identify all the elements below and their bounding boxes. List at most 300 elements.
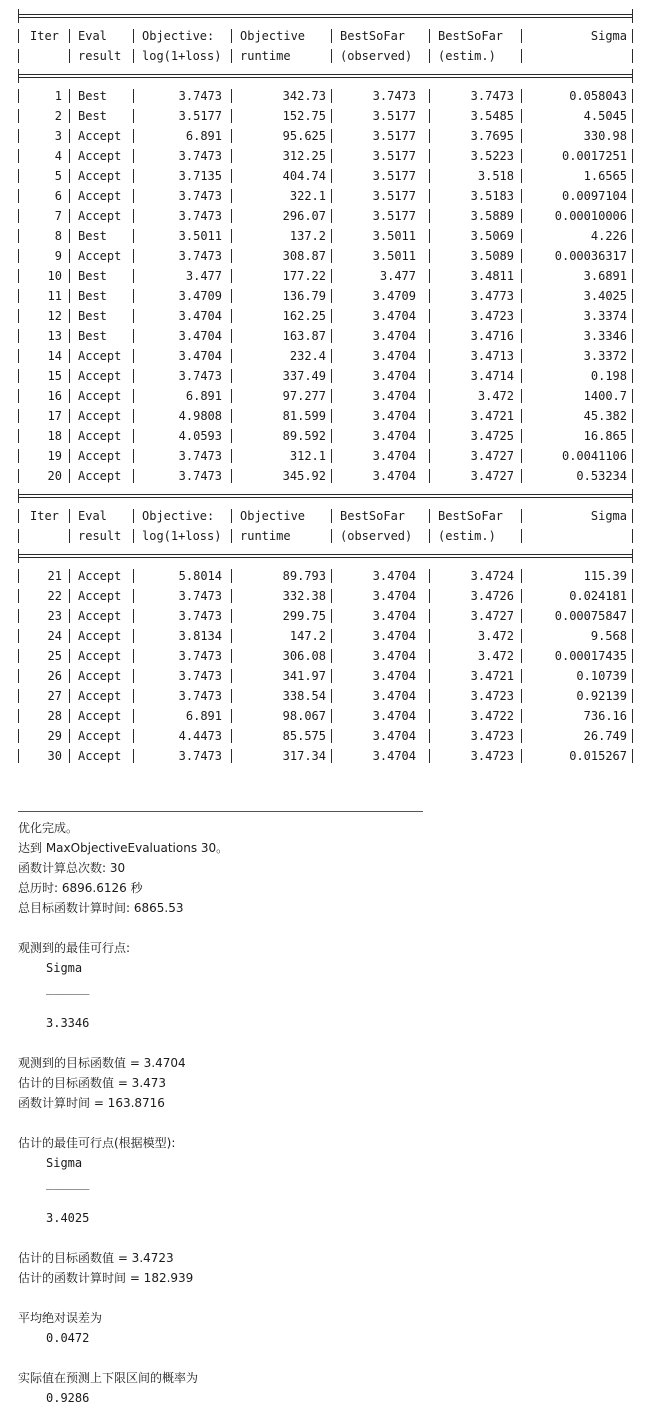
column-separator	[331, 349, 332, 363]
cell-iter: 17	[47, 409, 62, 423]
column-separator	[18, 749, 19, 763]
cell-eval: Best	[78, 309, 107, 323]
cell-eval: Best	[78, 89, 107, 103]
cell-eval: Accept	[78, 349, 122, 363]
cell-best-obs: 3.477	[379, 269, 416, 283]
best-estimated-dash: ______	[46, 1176, 90, 1190]
estimated-objective: 估计的目标函数值 = 3.473	[18, 1076, 167, 1090]
table-header-row	[18, 506, 633, 526]
column-separator	[429, 589, 430, 603]
cell-eval: Accept	[78, 249, 122, 263]
cell-eval: Best	[78, 229, 107, 243]
cell-obj: 3.7473	[178, 209, 222, 223]
cell-obj: 3.7135	[178, 169, 222, 183]
cell-best-obs: 3.4704	[372, 469, 416, 483]
cell-obj: 4.9808	[178, 409, 222, 423]
column-separator	[231, 689, 232, 703]
column-separator	[331, 229, 332, 243]
cell-sigma: 0.00036317	[554, 249, 627, 263]
best-estimated-var: Sigma	[46, 1156, 83, 1170]
cell-best-obs: 3.5177	[372, 209, 416, 223]
column-separator	[331, 189, 332, 203]
cell-iter: 10	[47, 269, 62, 283]
cell-eval: Accept	[78, 669, 122, 683]
table-row	[18, 186, 633, 206]
column-separator	[331, 149, 332, 163]
cell-sigma: 330.98	[583, 129, 627, 143]
column-separator	[18, 349, 19, 363]
cell-eval: Accept	[78, 649, 122, 663]
column-separator	[429, 469, 430, 483]
cell-obj: 3.5177	[178, 109, 222, 123]
cell-sigma: 26.749	[583, 729, 627, 743]
cell-eval: Accept	[78, 589, 122, 603]
column-separator	[331, 629, 332, 643]
column-separator	[69, 469, 70, 483]
cell-best-est: 3.518	[477, 169, 514, 183]
column-separator	[632, 689, 633, 703]
column-header-eval: Eval	[78, 29, 107, 43]
cell-best-obs: 3.4709	[372, 289, 416, 303]
cell-best-est: 3.7473	[470, 89, 514, 103]
best-observed-value: 3.3346	[46, 1016, 90, 1030]
column-separator	[18, 589, 19, 603]
column-separator	[429, 209, 430, 223]
cell-sigma: 0.10739	[576, 669, 627, 683]
column-separator	[521, 189, 522, 203]
cell-obj: 3.7473	[178, 649, 222, 663]
column-separator	[18, 269, 19, 283]
cell-sigma: 4.5045	[583, 109, 627, 123]
column-separator	[18, 629, 19, 643]
column-separator	[429, 169, 430, 183]
column-separator	[69, 329, 70, 343]
column-separator	[18, 569, 19, 583]
column-separator	[231, 189, 232, 203]
column-separator	[429, 569, 430, 583]
column-separator	[231, 349, 232, 363]
cell-best-obs: 3.5177	[372, 169, 416, 183]
column-separator	[231, 89, 232, 103]
cell-iter: 18	[47, 429, 62, 443]
column-separator	[521, 169, 522, 183]
column-header-best-estimated: (estim.)	[438, 529, 496, 543]
cell-best-est: 3.4721	[470, 669, 514, 683]
column-separator	[331, 609, 332, 623]
column-separator	[331, 729, 332, 743]
cell-best-obs: 3.5177	[372, 109, 416, 123]
table-row	[18, 166, 633, 186]
column-separator	[632, 169, 633, 183]
cell-iter: 15	[47, 369, 62, 383]
column-separator	[331, 129, 332, 143]
column-separator	[69, 429, 70, 443]
cell-runtime: 404.74	[282, 169, 326, 183]
cell-runtime: 345.92	[282, 469, 326, 483]
column-separator	[632, 269, 633, 283]
column-separator	[429, 629, 430, 643]
table-row	[18, 686, 633, 706]
column-header-runtime: Objective	[240, 509, 306, 523]
column-separator	[521, 569, 522, 583]
column-header-iter: Iter	[30, 509, 59, 523]
column-separator	[18, 249, 19, 263]
column-separator	[231, 589, 232, 603]
cell-iter: 21	[47, 569, 62, 583]
column-separator	[331, 689, 332, 703]
column-separator	[231, 269, 232, 283]
column-separator	[632, 189, 633, 203]
table-row	[18, 206, 633, 226]
cell-obj: 3.7473	[178, 689, 222, 703]
column-separator	[231, 389, 232, 403]
table-row	[18, 446, 633, 466]
cell-obj: 6.891	[185, 709, 222, 723]
cell-best-est: 3.4727	[470, 449, 514, 463]
table-row	[18, 706, 633, 726]
column-separator	[231, 289, 232, 303]
cell-iter: 12	[47, 309, 62, 323]
column-separator	[231, 229, 232, 243]
column-separator	[18, 229, 19, 243]
cell-iter: 30	[47, 749, 62, 763]
column-separator	[429, 369, 430, 383]
column-separator	[18, 709, 19, 723]
column-separator	[69, 349, 70, 363]
cell-sigma: 736.16	[583, 709, 627, 723]
column-separator	[18, 409, 19, 423]
cell-iter: 20	[47, 469, 62, 483]
cell-best-est: 3.4721	[470, 409, 514, 423]
column-separator	[231, 469, 232, 483]
column-separator	[231, 629, 232, 643]
cell-obj: 3.477	[185, 269, 222, 283]
column-header-best-observed: (observed)	[340, 529, 413, 543]
table-row	[18, 326, 633, 346]
cell-eval: Accept	[78, 209, 122, 223]
cell-runtime: 322.1	[289, 189, 326, 203]
column-separator	[69, 149, 70, 163]
column-separator	[18, 289, 19, 303]
cell-runtime: 312.25	[282, 149, 326, 163]
column-separator	[521, 109, 522, 123]
cell-best-est: 3.4714	[470, 369, 514, 383]
cell-sigma: 9.568	[590, 629, 627, 643]
table-header-row	[18, 26, 633, 46]
column-separator	[69, 669, 70, 683]
cell-sigma: 0.0041106	[561, 449, 627, 463]
cell-best-est: 3.4722	[470, 709, 514, 723]
cell-best-obs: 3.4704	[372, 689, 416, 703]
column-separator	[632, 129, 633, 143]
cell-best-est: 3.4725	[470, 429, 514, 443]
cell-eval: Accept	[78, 749, 122, 763]
column-separator	[632, 289, 633, 303]
column-separator	[331, 329, 332, 343]
column-separator	[231, 649, 232, 663]
column-separator	[69, 729, 70, 743]
column-separator	[18, 449, 19, 463]
table-row	[18, 606, 633, 626]
cell-runtime: 162.25	[282, 309, 326, 323]
column-separator	[632, 469, 633, 483]
cell-iter: 3	[54, 129, 62, 143]
cell-obj: 4.4473	[178, 729, 222, 743]
column-separator	[521, 349, 522, 363]
column-header-iter	[30, 526, 70, 546]
column-separator	[69, 709, 70, 723]
column-separator	[632, 529, 633, 543]
cell-obj: 5.8014	[178, 569, 222, 583]
column-separator	[521, 609, 522, 623]
cell-runtime: 317.34	[282, 749, 326, 763]
column-header-runtime: Objective	[240, 29, 306, 43]
table-row	[18, 626, 633, 646]
cell-obj: 3.8134	[178, 629, 222, 643]
cell-runtime: 308.87	[282, 249, 326, 263]
column-separator	[69, 289, 70, 303]
table-row	[18, 346, 633, 366]
column-separator	[69, 409, 70, 423]
column-separator	[69, 649, 70, 663]
cell-runtime: 163.87	[282, 329, 326, 343]
optimization-summary	[18, 818, 638, 1408]
column-separator	[231, 209, 232, 223]
summary-divider	[18, 811, 423, 812]
column-separator	[231, 449, 232, 463]
cell-obj: 3.7473	[178, 589, 222, 603]
column-separator	[331, 669, 332, 683]
cell-best-est: 3.4716	[470, 329, 514, 343]
column-separator	[18, 729, 19, 743]
column-separator	[632, 749, 633, 763]
cell-eval: Accept	[78, 689, 122, 703]
cell-eval: Accept	[78, 169, 122, 183]
cell-sigma: 3.4025	[583, 289, 627, 303]
cell-obj: 3.7473	[178, 249, 222, 263]
column-separator	[69, 269, 70, 283]
cell-best-est: 3.4723	[470, 689, 514, 703]
column-separator	[632, 49, 633, 63]
cell-iter: 28	[47, 709, 62, 723]
estimated-eval-time: 估计的函数计算时间 = 182.939	[18, 1271, 194, 1285]
column-separator	[521, 589, 522, 603]
cell-eval: Accept	[78, 449, 122, 463]
cell-iter: 29	[47, 729, 62, 743]
cell-eval: Accept	[78, 189, 122, 203]
table-row	[18, 406, 633, 426]
column-separator	[18, 369, 19, 383]
cell-iter: 5	[54, 169, 62, 183]
cell-eval: Accept	[78, 469, 122, 483]
column-separator	[632, 149, 633, 163]
column-separator	[18, 109, 19, 123]
cell-iter: 23	[47, 609, 62, 623]
column-separator	[632, 569, 633, 583]
cell-best-obs: 3.4704	[372, 589, 416, 603]
cell-obj: 3.7473	[178, 149, 222, 163]
column-separator	[69, 389, 70, 403]
cell-sigma: 0.00017435	[554, 649, 627, 663]
column-separator	[632, 589, 633, 603]
cell-runtime: 85.575	[282, 729, 326, 743]
column-header-objective: log(1+loss)	[142, 529, 222, 543]
cell-runtime: 232.4	[289, 349, 326, 363]
column-separator	[521, 309, 522, 323]
table-row	[18, 246, 633, 266]
cell-runtime: 338.54	[282, 689, 326, 703]
column-separator	[521, 649, 522, 663]
column-separator	[331, 309, 332, 323]
cell-runtime: 299.75	[282, 609, 326, 623]
cell-obj: 3.7473	[178, 189, 222, 203]
column-header-objective: Objective:	[142, 29, 215, 43]
column-header-runtime: runtime	[240, 49, 291, 63]
column-separator	[521, 329, 522, 343]
column-separator	[231, 309, 232, 323]
cell-eval: Accept	[78, 629, 122, 643]
table-row	[18, 146, 633, 166]
cell-runtime: 312.1	[289, 449, 326, 463]
cell-eval: Accept	[78, 569, 122, 583]
column-separator	[18, 309, 19, 323]
table-row	[18, 466, 633, 486]
column-separator	[18, 429, 19, 443]
cell-runtime: 136.79	[282, 289, 326, 303]
cell-best-est: 3.5183	[470, 189, 514, 203]
cell-best-obs: 3.4704	[372, 709, 416, 723]
column-separator	[231, 249, 232, 263]
column-separator	[429, 389, 430, 403]
column-separator	[231, 609, 232, 623]
cell-iter: 24	[47, 629, 62, 643]
table-row	[18, 666, 633, 686]
cell-best-est: 3.4723	[470, 309, 514, 323]
cell-obj: 6.891	[185, 389, 222, 403]
cell-best-obs: 3.4704	[372, 369, 416, 383]
column-separator	[521, 469, 522, 483]
column-separator	[69, 189, 70, 203]
table-row	[18, 586, 633, 606]
column-separator	[429, 309, 430, 323]
column-header-best-estimated: (estim.)	[438, 49, 496, 63]
cell-runtime: 95.625	[282, 129, 326, 143]
column-separator	[521, 269, 522, 283]
table-row	[18, 286, 633, 306]
cell-sigma: 3.3374	[583, 309, 627, 323]
cell-obj: 3.5011	[178, 229, 222, 243]
column-separator	[632, 329, 633, 343]
cell-sigma: 3.3346	[583, 329, 627, 343]
column-header-eval: result	[78, 49, 122, 63]
cell-obj: 3.7473	[178, 89, 222, 103]
column-separator	[521, 129, 522, 143]
column-separator	[231, 709, 232, 723]
column-header-best-observed: (observed)	[340, 49, 413, 63]
column-separator	[18, 149, 19, 163]
cell-eval: Accept	[78, 149, 122, 163]
cell-sigma: 115.39	[583, 569, 627, 583]
table-row	[18, 746, 633, 766]
table-row	[18, 566, 633, 586]
cell-best-est: 3.4723	[470, 749, 514, 763]
column-separator	[632, 729, 633, 743]
column-header-eval: result	[78, 529, 122, 543]
mae-value: 0.0472	[46, 1331, 90, 1345]
column-separator	[521, 249, 522, 263]
column-separator	[521, 629, 522, 643]
cell-sigma: 0.92139	[576, 689, 627, 703]
column-separator	[429, 729, 430, 743]
cell-best-obs: 3.5011	[372, 229, 416, 243]
cell-obj: 6.891	[185, 129, 222, 143]
column-separator	[632, 249, 633, 263]
cell-runtime: 177.22	[282, 269, 326, 283]
cell-eval: Accept	[78, 369, 122, 383]
column-separator	[429, 249, 430, 263]
column-separator	[231, 149, 232, 163]
cell-obj: 3.7473	[178, 469, 222, 483]
column-separator	[18, 529, 19, 543]
column-separator	[429, 429, 430, 443]
column-separator	[429, 289, 430, 303]
column-separator	[331, 209, 332, 223]
column-separator	[69, 369, 70, 383]
column-header-sigma: Sigma	[590, 509, 627, 523]
cell-best-est: 3.7695	[470, 129, 514, 143]
column-header-iter	[30, 46, 70, 66]
cell-best-est: 3.472	[477, 649, 514, 663]
table-row	[18, 306, 633, 326]
cell-best-est: 3.4773	[470, 289, 514, 303]
column-header-best-observed: BestSoFar	[340, 29, 406, 43]
column-separator	[429, 129, 430, 143]
column-separator	[521, 369, 522, 383]
column-separator	[632, 369, 633, 383]
column-separator	[69, 609, 70, 623]
column-separator	[69, 749, 70, 763]
cell-sigma: 4.226	[590, 229, 627, 243]
cell-runtime: 89.592	[282, 429, 326, 443]
column-separator	[521, 229, 522, 243]
cell-best-est: 3.4727	[470, 469, 514, 483]
probability-title: 实际值在预测上下限区间的概率为	[18, 1371, 199, 1385]
column-separator	[331, 369, 332, 383]
column-separator	[429, 449, 430, 463]
cell-best-obs: 3.4704	[372, 349, 416, 363]
column-separator	[429, 229, 430, 243]
column-separator	[429, 649, 430, 663]
cell-best-est: 3.4726	[470, 589, 514, 603]
column-separator	[429, 189, 430, 203]
column-separator	[69, 449, 70, 463]
cell-best-est: 3.5485	[470, 109, 514, 123]
cell-eval: Accept	[78, 609, 122, 623]
estimated-objective-2: 估计的目标函数值 = 3.4723	[18, 1251, 174, 1265]
column-separator	[69, 229, 70, 243]
cell-iter: 19	[47, 449, 62, 463]
column-header-runtime: runtime	[240, 529, 291, 543]
cell-sigma: 3.6891	[583, 269, 627, 283]
column-separator	[521, 409, 522, 423]
column-separator	[331, 749, 332, 763]
cell-best-obs: 3.4704	[372, 429, 416, 443]
column-separator	[429, 149, 430, 163]
column-header-objective: log(1+loss)	[142, 49, 222, 63]
cell-eval: Accept	[78, 409, 122, 423]
cell-iter: 26	[47, 669, 62, 683]
cell-best-est: 3.5889	[470, 209, 514, 223]
